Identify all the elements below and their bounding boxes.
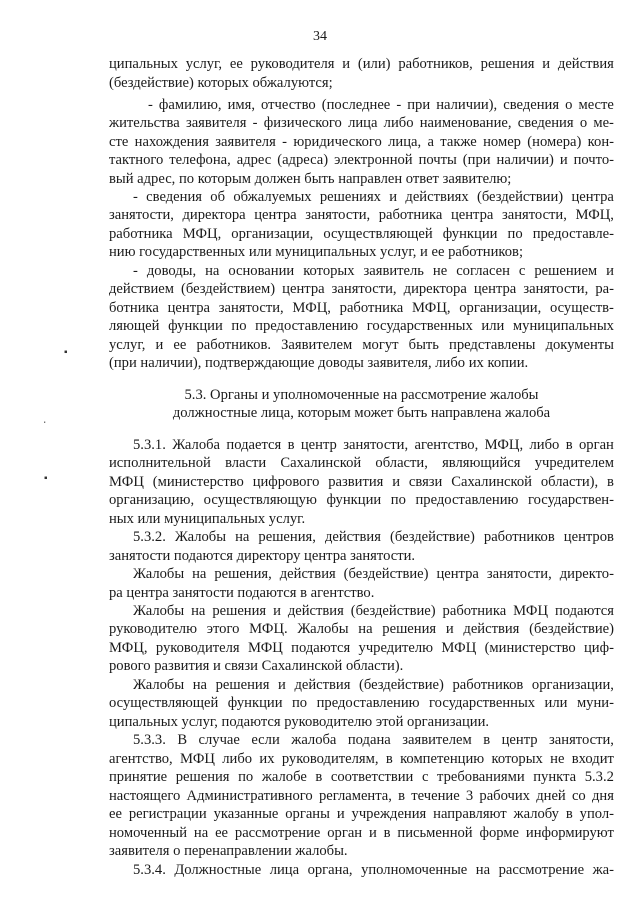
text-line: ляющей функции по предоставлению государственных или муниципальных — [109, 318, 614, 334]
text-line: жительства заявителя - физического лица либо наименование, сведения о ме- — [109, 115, 614, 131]
text-line: работника МФЦ, организации, осуществляющей функции по предоставле- — [109, 226, 614, 242]
text-line: занятости, директора центра занятости, работника центра занятости, МФЦ, — [109, 207, 614, 223]
text-line: ных или муниципальных услуг. — [109, 511, 306, 527]
text-line: нию государственных или муниципальных услуг, и ее работников; — [109, 244, 524, 260]
text-line: 5.3.3. В случае если жалоба подана заявителем в центр занятости, — [133, 732, 614, 748]
text-line: - доводы, на основании которых заявитель не согласен с решением и — [133, 263, 614, 279]
text-line: МФЦ, руководителя МФЦ подаются учредителю МФЦ (министерство циф- — [109, 640, 614, 656]
text-line: руководителю этого МФЦ. Жалобы на решения и действия (бездействие) — [109, 621, 614, 637]
scan-mark: ٠ — [42, 417, 48, 428]
text-line: ципальных услуг, подаются руководителю этой организации. — [109, 714, 490, 730]
text-line: заявителя о перенаправлении жалобы. — [109, 843, 348, 859]
text-line: МФЦ (министерство цифрового развития и связи Сахалинской области), в — [109, 474, 614, 490]
text-line: (бездействие) которых обжалуются; — [109, 75, 333, 91]
scan-mark: ▪ — [64, 347, 68, 358]
text-line: Жалобы на решения и действия (бездействие) работников организации, — [133, 677, 614, 693]
text-line: осуществляющей функции по предоставлению государственных или муни- — [109, 695, 614, 711]
text-line: рового развития и связи Сахалинской области). — [109, 658, 404, 674]
text-line: агентство, МФЦ либо их руководителям, в компетенцию которых не входит — [109, 751, 614, 767]
text-line: ее регистрации указанные органы и учреждения направляют жалобу в упол- — [109, 806, 614, 822]
text-line: ципальных услуг, ее руководителя и (или) работников, решения и действия — [109, 56, 614, 72]
text-line: - сведения об обжалуемых решениях и действиях (бездействии) центра — [133, 189, 614, 205]
text-line: сте нахождения заявителя - юридического лица, а также номер (номера) кон- — [109, 134, 614, 150]
text-line: ра центра занятости подаются в агентство. — [109, 585, 375, 601]
text-line: ботника центра занятости, МФЦ, работника МФЦ, организации, осуществ- — [109, 300, 614, 316]
text-line: Жалобы на решения, действия (бездействие) центра занятости, директо- — [133, 566, 614, 582]
text-line: настоящего Административного регламента, в течение 3 рабочих дней со дня — [109, 788, 614, 804]
text-line: (при наличии), подтверждающие доводы заявителя, либо их копии. — [109, 355, 529, 371]
text-line: 5.3.1. Жалоба подается в центр занятости, агентство, МФЦ, либо в орган — [133, 437, 614, 453]
text-line: Жалобы на решения и действия (бездействие) работника МФЦ подаются — [133, 603, 614, 619]
text-line: действием (бездействием) центра занятости, директора центра занятости, ра- — [109, 281, 614, 297]
text-line: вый адрес, по которым должен быть направлен ответ заявителю; — [109, 171, 512, 187]
text-line: занятости подаются директору центра занятости. — [109, 548, 416, 564]
scan-mark: ▪ — [44, 473, 48, 484]
text-line: услуг, и ее работников. Заявителем могут быть представлены документы — [109, 337, 614, 353]
section-heading-line: 5.3. Органы и уполномоченные на рассмотрение жалобы — [184, 387, 539, 403]
section-heading-line: должностные лица, которым может быть направлена жалоба — [172, 405, 551, 421]
text-line: 5.3.2. Жалобы на решения, действия (бездействие) работников центров — [133, 529, 614, 545]
text-line: 5.3.4. Должностные лица органа, уполномоченные на рассмотрение жа- — [133, 862, 614, 878]
text-line: исполнительной власти Сахалинской области, являющийся учредителем — [109, 455, 614, 471]
text-line: организацию, осуществляющую функции по предоставлению государствен- — [109, 492, 614, 508]
text-line: принятие решения по жалобе в соответствии с требованиями пункта 5.3.2 — [109, 769, 614, 785]
text-line: тактного телефона, адрес (адреса) электронной почты (при наличии) и почто- — [109, 152, 614, 168]
page-number: 34 — [313, 29, 327, 44]
text-line: номоченный на ее рассмотрение орган и в письменной форме информируют — [109, 825, 614, 841]
text-line: - фамилию, имя, отчество (последнее - при наличии), сведения о месте — [148, 97, 614, 113]
